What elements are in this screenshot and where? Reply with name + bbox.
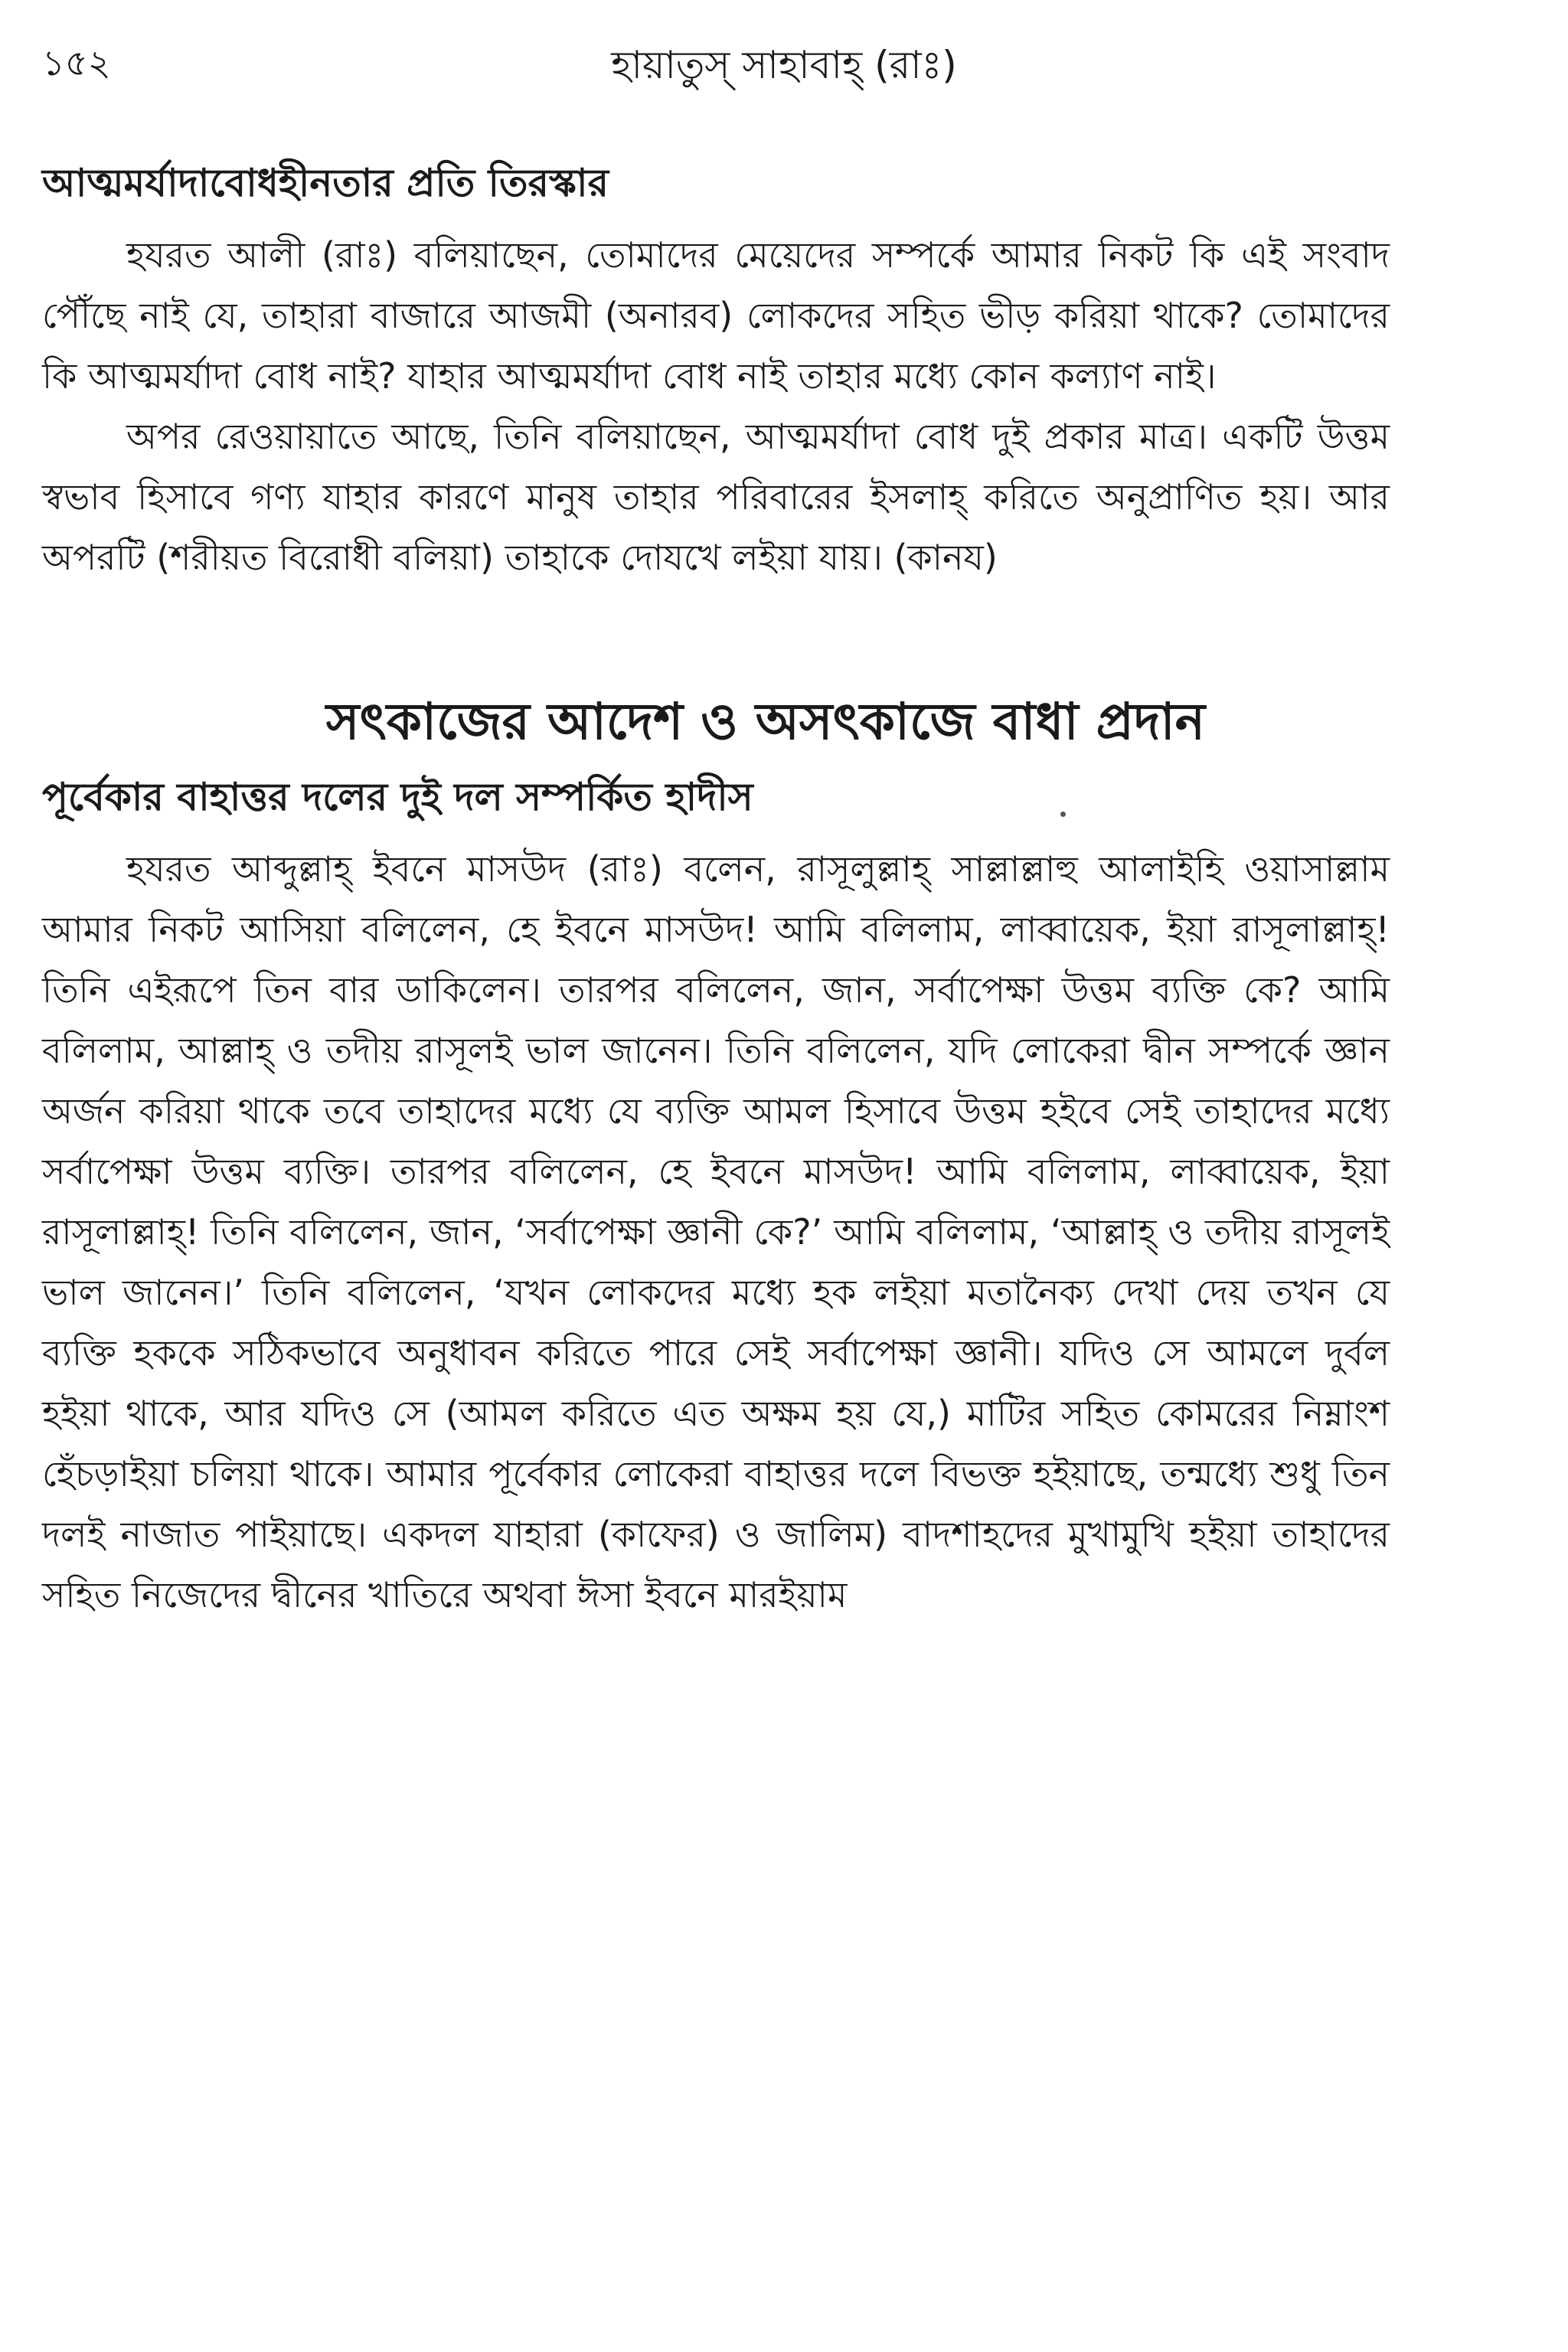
running-title: হায়াতুস্ সাহাবাহ্ (রাঃ) <box>611 43 957 87</box>
section-heading: আত্মমর্যাদাবোধহীনতার প্রতি তিরস্কার <box>42 161 609 205</box>
paragraph: হযরত আব্দুল্লাহ্ ইবনে মাসউদ (রাঃ) বলেন, রাসূলুল্লাহ্ সাল্লাল্লাহু আলাইহি ওয়াসাল্লাম আমার নিকট আসিয়া বলিলেন, হে ইবনে মাসউদ! আমি বলিলাম, লাব্বায়েক, ইয়া রাসূলাল্লাহ্! তিনি এইরূপে তিন বার ডাকিলেন। তারপর বলিলেন, জান, সর্বাপেক্ষা উত্তম ব্যক্তি কে? আমি বলিলাম, আল্লাহ্ ও তদীয় রাসূলই ভাল জানেন। তিনি বলিলেন, যদি লোকেরা দ্বীন সম্পর্কে জ্ঞান অর্জন করিয়া থাকে তবে তাহাদের মধ্যে যে ব্যক্তি আমল হিসাবে উত্তম হইবে সেই তাহাদের মধ্যে সর্বাপেক্ষা উত্তম ব্যক্তি। তারপর বলিলেন, হে ইবনে মাসউদ! আমি বলিলাম, লাব্বায়েক, ইয়া রাসূলাল্লাহ্! তিনি বলিলেন, জান, ‘সর্বাপেক্ষা জ্ঞানী কে?’ আমি বলিলাম, ‘আল্লাহ্ ও তদীয় রাসূলই ভাল জানেন।’ তিনি বলিলেন, ‘যখন লোকদের মধ্যে হক লইয়া মতানৈক্য দেখা দেয় তখন যে ব্যক্তি হককে সঠিকভাবে অনুধাবন করিতে পারে সেই সর্বাপেক্ষা জ্ঞানী। যদিও সে আমলে দুর্বল হইয়া থাকে, আর যদিও সে (আমল করিতে এত অক্ষম হয় যে,) মাটির সহিত কোমরের নিম্নাংশ হেঁচড়াইয়া চলিয়া থাকে। আমার পূর্বেকার লোকেরা বাহাত্তর দলে বিভক্ত হইয়াছে, তন্মধ্যে শুধু তিন দলই নাজাত পাইয়াছে। একদল যাহারা (কাফের) ও জালিম) বাদশাহদের মুখামুখি হইয়া তাহাদের সহিত নিজেদের দ্বীনের খাতিরে অথবা ঈসা ইবনে মারইয়াম <box>42 848 1390 1615</box>
page-content <box>42 153 1390 1625</box>
chapter-title: সৎকাজের আদেশ ও অসৎকাজে বাধা প্রদান <box>325 692 1206 751</box>
page-number: ১৫২ <box>42 42 111 83</box>
page-header <box>0 29 1568 90</box>
section-subheading: পূর্বেকার বাহাত্তর দলের দুই দল সম্পর্কিত হাদীস <box>42 775 753 819</box>
paragraph: অপর রেওয়ায়াতে আছে, তিনি বলিয়াছেন, আত্মমর্যাদা বোধ দুই প্রকার মাত্র। একটি উত্তম স্বভাব হিসাবে গণ্য যাহার কারণে মানুষ তাহার পরিবারের ইসলাহ্ করিতে অনুপ্রাণিত হয়। আর অপরটি (শরীয়ত বিরোধী বলিয়া) তাহাকে দোযখে লইয়া যায়। (কানয) <box>42 416 1390 578</box>
scan-speck <box>1060 812 1066 817</box>
paragraph: হযরত আলী (রাঃ) বলিয়াছেন, তোমাদের মেয়েদের সম্পর্কে আমার নিকট কি এই সংবাদ পৌঁছে নাই যে, তাহারা বাজারে আজমী (অনারব) লোকদের সহিত ভীড় করিয়া থাকে? তোমাদের কি আত্মমর্যাদা বোধ নাই? যাহার আত্মমর্যাদা বোধ নাই তাহার মধ্যে কোন কল্যাণ নাই। <box>42 234 1390 397</box>
